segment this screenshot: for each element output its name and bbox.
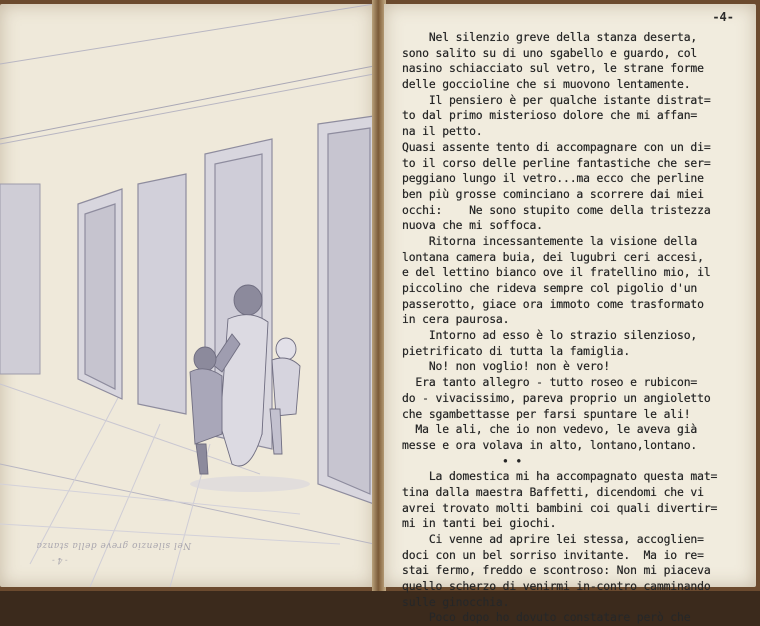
- text-line: Era tanto allegro - tutto roseo e rubicon=: [402, 375, 698, 390]
- text-line: tina dalla maestra Baffetti, dicendomi che vi: [402, 484, 704, 499]
- text-line: avrei trovato molti bambini coi quali divertir=: [402, 500, 718, 515]
- text-line: stai fermo, freddo e scontroso: Non mi piaceva: [402, 563, 711, 578]
- text-line: do - vivacissimo, pareva proprio un angioletto: [402, 390, 711, 405]
- text-line: mi in tanti bei giochi.: [402, 516, 557, 531]
- text-line: occhi: Ne sono stupito come della tristezza: [402, 202, 711, 217]
- text-line: to il corso delle perline fantastiche che ser=: [402, 155, 711, 170]
- page-number: -4-: [712, 10, 734, 24]
- typewritten-text: [402, 30, 748, 626]
- text-line: to dal primo misterioso dolore che mi affan=: [402, 108, 698, 123]
- left-page: [0, 4, 374, 587]
- text-line: Quasi assente tento di accompagnare con un di=: [402, 139, 711, 154]
- text-line: quello scherzo di venirmi in-contro camminando: [402, 579, 711, 594]
- text-line: nuova che mi soffoca.: [402, 218, 543, 233]
- text-line: Ritorna incessantemente la visione della: [402, 233, 698, 248]
- text-line: Il pensiero è per qualche istante distrat=: [402, 92, 711, 107]
- text-line: Ci venne ad aprire lei stessa, accoglien=: [402, 532, 704, 546]
- text-line: messe e ora volava in alto, lontano,lontano.: [402, 437, 698, 452]
- text-line: No! non voglio! non è vero!: [402, 359, 610, 374]
- text-line: Intorno ad esso è lo strazio silenzioso,: [402, 328, 698, 343]
- text-line: ben più grosse cominciano a scorrere dai miei: [402, 186, 704, 201]
- text-line: piccolino che rideva sempre col pigolio d'un: [402, 281, 698, 295]
- text-line: sulle ginocchia.: [402, 594, 510, 609]
- text-line: La domestica mi ha accompagnato questa mat=: [402, 469, 718, 484]
- text-line: peggiano lungo il vetro...ma ecco che perline: [402, 171, 704, 186]
- text-line: Nel silenzio greve della stanza deserta,: [402, 30, 698, 44]
- text-line: doci con un bel sorriso invitante. Ma io re=: [402, 547, 704, 562]
- text-line: Ma le ali, che io non vedevo, le aveva già: [402, 422, 698, 437]
- section-separator: • •: [501, 453, 523, 468]
- text-line: e del lettino bianco ove il fratellino mio, il: [402, 265, 711, 280]
- text-line: sono salito su di uno sgabello e guardo, col: [402, 45, 698, 60]
- text-line: Poco dopo ho dovuto constatare però che: [402, 610, 691, 625]
- text-line: nasino schiacciato sul vetro, le strane forme: [402, 61, 704, 76]
- text-line: passerotto, giace ora immoto come trasformato: [402, 296, 704, 311]
- text-line: in cera paurosa.: [402, 312, 510, 327]
- text-line: delle goccioline che si muovono lentamente.: [402, 77, 691, 92]
- corridor-illustration: [0, 4, 374, 587]
- pencil-caption: Nel silenzio greve della stanza: [36, 540, 192, 550]
- text-line: che sgambettasse per farsi spuntare le ali!: [402, 406, 691, 421]
- pencil-page-mark: - 4 -: [52, 556, 68, 565]
- text-line: na il petto.: [402, 124, 483, 139]
- text-line: pietrificato di tutta la famiglia.: [402, 343, 631, 358]
- text-line: lontana camera buia, dei lugubri ceri accesi,: [402, 249, 704, 264]
